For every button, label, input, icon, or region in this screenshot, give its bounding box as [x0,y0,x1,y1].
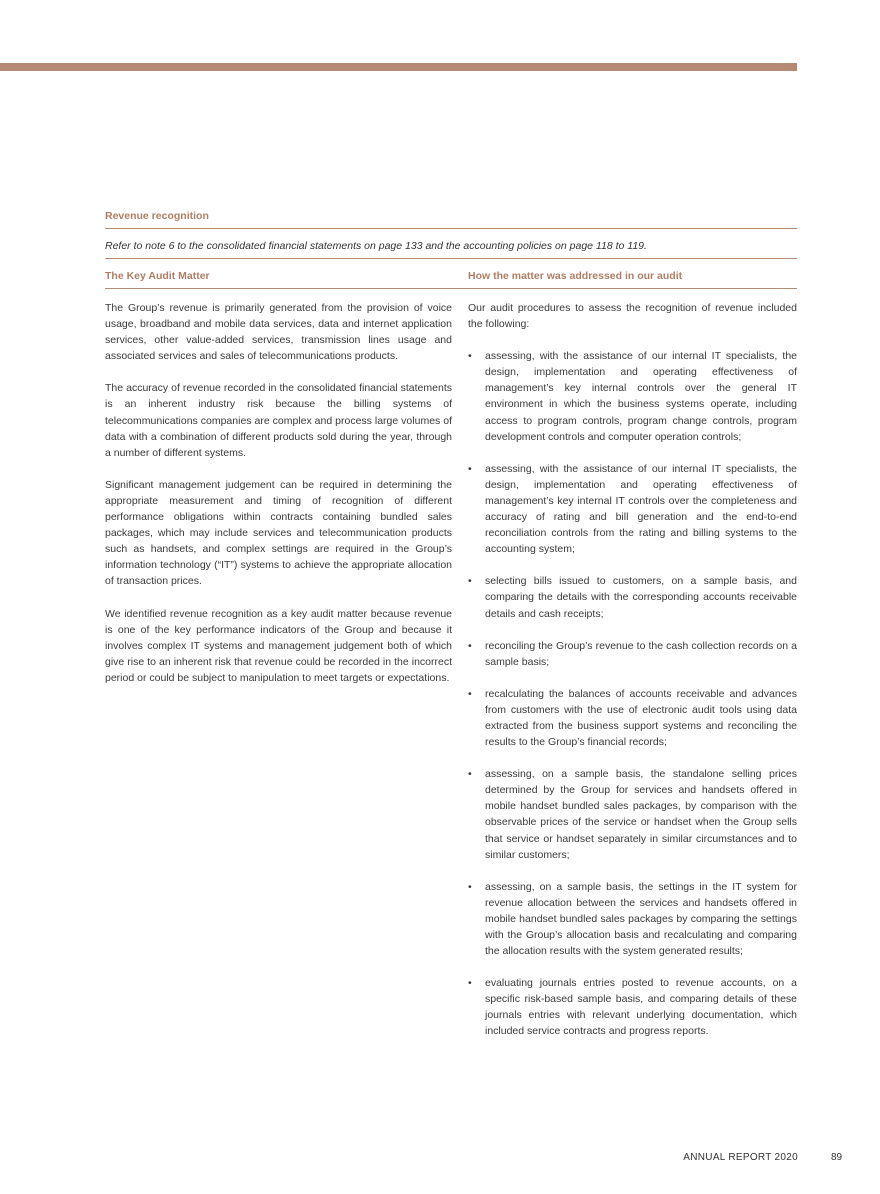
bullet-icon: • [468,880,472,893]
list-item [468,461,797,558]
kam-paragraph: We identified revenue recognition as a key audit matter because revenue is one of the key performance indicators of the Group and because it involves complex IT systems and management judgement both of which give rise to an inherent risk that revenue could be recorded in the incorrect period or could be subject to manipulation to meet targets or expectations. [105,607,452,684]
procedure-text: evaluating journals entries posted to revenue accounts, on a specific risk-based sample basis, and comparing details of these journals entries with relevant underlying documentation, which included service contracts and progress reports. [485,977,797,1038]
divider-header [105,288,797,289]
kam-paragraph: The accuracy of revenue recorded in the consolidated financial statements is an inherent industry risk because the billing systems of telecommunications companies are complex and process large volumes of data with a combination of different products sold during the year, through a number of different systems. [105,382,452,459]
bullet-icon: • [468,639,472,652]
audit-response-column [468,300,797,1056]
kam-paragraph: Significant management judgement can be required in determining the appropriate measurement and timing of recognition of different performance obligations within contracts containing bundled sales packages, which may include services and telecommunication products such as handsets, and complex settings are required in the Group’s information technology (“IT”) systems to achieve the appropriate allocation of transaction prices. [105,478,452,588]
audit-response-heading: How the matter was addressed in our audit [468,270,683,282]
bullet-icon: • [468,768,472,781]
list-item [468,348,797,445]
bullet-icon: • [468,350,472,363]
key-audit-matter-heading: The Key Audit Matter [105,270,210,282]
bullet-icon: • [468,687,472,700]
divider-middle [105,258,797,259]
reference-note: Refer to note 6 to the consolidated financial statements on page 133 and the accounting policies on page 118 to 119. [105,240,647,252]
kam-paragraph: The Group’s revenue is primarily generated from the provision of voice usage, broadband and mobile data services, data and internet application services, other value-added services, transmission lines usage and associated services and sales of telecommunications products. [105,302,452,363]
list-item [468,638,797,670]
bullet-icon: • [468,977,472,990]
procedure-text: selecting bills issued to customers, on a sample basis, and comparing the details with the corresponding accounts receivable details and cash receipts; [485,575,797,620]
procedures-intro: Our audit procedures to assess the recognition of revenue included the following: [468,302,797,331]
section-title: Revenue recognition [105,210,209,222]
procedures-list [468,348,797,1039]
procedure-text: recalculating the balances of accounts receivable and advances from customers with the use of electronic audit tools using data extracted from the business support systems and reconciling the results to the Group’s financial records; [485,687,797,749]
list-item [468,686,797,750]
list-item [468,573,797,621]
list-item [468,975,797,1039]
list-item [468,879,797,959]
procedure-text: assessing, on a sample basis, the standalone selling prices determined by the Group for services and handsets offered in mobile handset bundled sales packages, by comparison with the observable prices of the service or handset when the Group sells that service or handset separately in similar circumstances and to similar customers; [485,768,797,861]
bullet-icon: • [468,575,472,588]
procedure-text: reconciling the Group’s revenue to the cash collection records on a sample basis; [485,639,797,668]
procedure-text: assessing, with the assistance of our internal IT specialists, the design, implementation and operating effectiveness of management’s key internal IT controls over the completeness and accuracy of rating and bill generation and the end-to-end reconciliation controls from the rating and billing systems to the accounting system; [485,462,797,556]
footer-report-label: ANNUAL REPORT 2020 [683,1152,798,1163]
procedure-text: assessing, on a sample basis, the settings in the IT system for revenue allocation between the services and handsets offered in mobile handset bundled sales packages by comparing the settings with the Group’s allocation basis and recalculating and comparing the allocation results with the system generated results; [485,880,797,958]
bullet-icon: • [468,462,472,475]
page-number: 89 [831,1152,843,1163]
list-item [468,766,797,863]
top-accent-bar [0,63,797,71]
procedure-text: assessing, with the assistance of our internal IT specialists, the design, implementation and operating effectiveness of management’s key internal controls over the general IT environment in which the business systems operate, including access to program controls, program change controls, program development controls and computer operation controls; [485,350,797,443]
divider-top [105,228,797,229]
key-audit-matter-column [105,300,452,702]
